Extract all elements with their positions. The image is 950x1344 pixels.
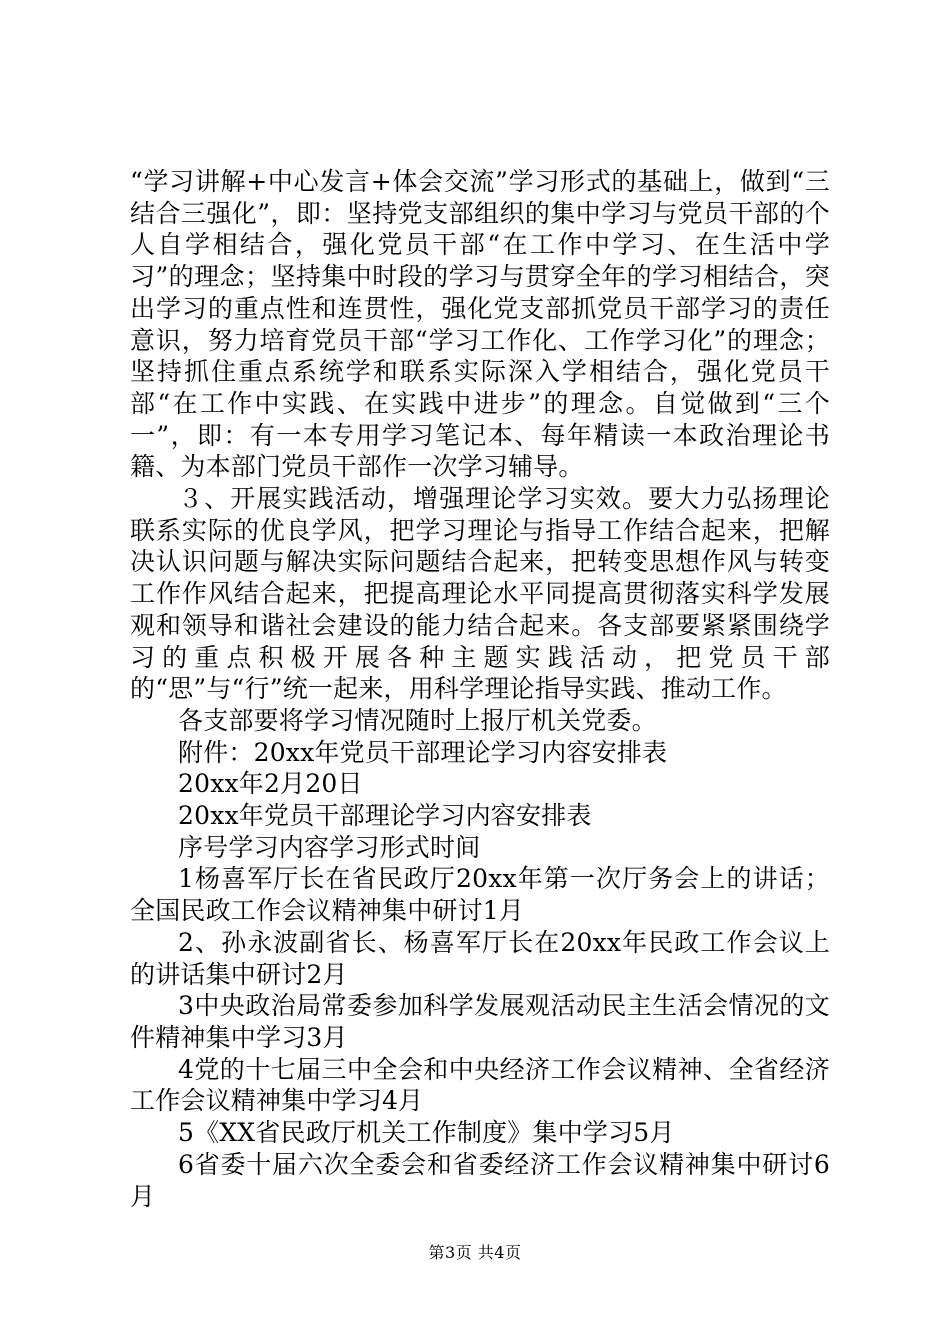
paragraph-study-format: “学习讲解+中心发言+体会交流”学习形式的基础上，做到“三结合三强化”，即：坚持党支部组织的集中学习与党员干部的个人自学相结合，强化党员干部“在工作中学习、在生活中学习”的理念；坚持集中时段的学习与贯穿全年的学习相结合，突出学习的重点性和连贯性，强化党支部抓党员干部学习的责任意识，努力培育党员干部“学习工作化、工作学习化”的理念；坚持抓住重点系统学和联系实际深入学相结合，强化党员干部“在工作中实践、在实践中进步”的理念。自觉做到“三个一”，即：有一本专用学习笔记本、每年精读一本政治理论书籍、为本部门党员干部作一次学习辅导。: [130, 167, 830, 482]
paragraph-attachment: 附件：20xx年党员干部理论学习内容安排表: [178, 737, 668, 767]
paragraph-schedule-item-1: 1杨喜军厅长在省民政厅20xx年第一次厅务会上的讲话；全国民政工作会议精神集中研讨1月: [130, 864, 830, 926]
paragraph-schedule-item-6: 6省委十届六次全委会和省委经济工作会议精神集中研讨6月: [130, 1149, 830, 1211]
paragraph-schedule-item-5: 5《XX省民政厅机关工作制度》集中学习5月: [178, 1118, 675, 1148]
document-body: [130, 166, 830, 1212]
page-number-label: 第3页 共4页: [428, 1243, 522, 1262]
paragraph-schedule-item-4: 4党的十七届三中全会和中央经济工作会议精神、全省经济工作会议精神集中学习4月: [130, 1054, 830, 1116]
paragraph-report-notice: 各支部要将学习情况随时上报厅机关党委。: [178, 705, 657, 735]
paragraph-schedule-item-2: 2、孙永波副省长、杨喜军厅长在20xx年民政工作会议上的讲话集中研讨2月: [130, 927, 830, 989]
page-footer: [0, 1243, 950, 1263]
paragraph-date: 20xx年2月20日: [178, 769, 363, 799]
paragraph-practice-activities: ３、开展实践活动，增强理论学习实效。要大力弘扬理论联系实际的优良学风，把学习理论与指导工作结合起来，把解决认识问题与解决实际问题结合起来，把转变思想作风与转变工作作风结合起来，把提高理论水平同提高贯彻落实科学发展观和领导和谐社会建设的能力结合起来。各支部要紧紧围绕学习的重点积极开展各种主题实践活动，把党员干部的“思”与“行”统一起来，用科学理论指导实践、推动工作。: [130, 484, 830, 704]
paragraph-schedule-title: 20xx年党员干部理论学习内容安排表: [178, 801, 592, 831]
paragraph-schedule-header: 序号学习内容学习形式时间: [178, 832, 481, 862]
paragraph-schedule-item-3: 3中央政治局常委参加科学发展观活动民主生活会情况的文件精神集中学习3月: [130, 991, 830, 1052]
